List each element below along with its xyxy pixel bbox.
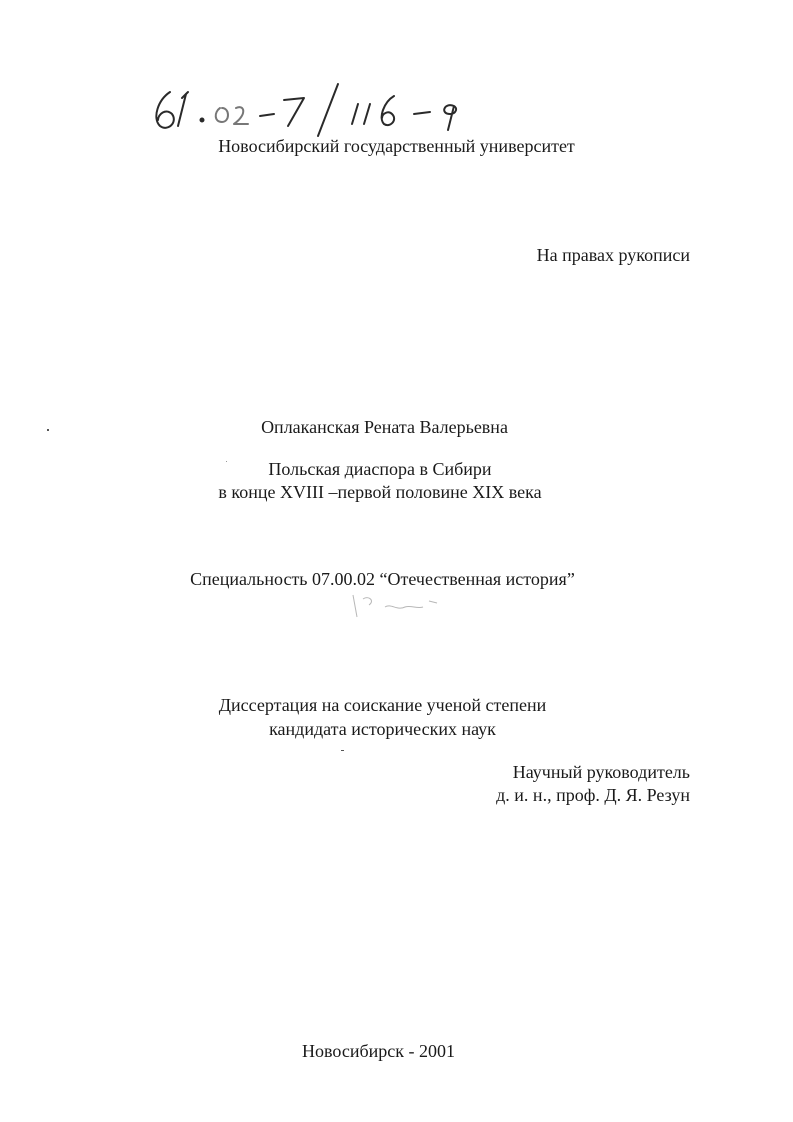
author-name: Оплаканская Рената Валерьевна <box>261 417 508 437</box>
scan-speck <box>226 461 227 462</box>
city-and-year: Новосибирск - 2001 <box>302 1041 455 1061</box>
scan-speck <box>341 750 344 751</box>
university-name: Новосибирский государственный университет <box>218 136 575 156</box>
scan-speck <box>47 429 49 431</box>
faint-stamp-mark <box>345 585 465 625</box>
dissertation-purpose-line-2: кандидата исторических наук <box>269 719 496 739</box>
dissertation-title-line-1: Польская диаспора в Сибири <box>268 459 492 479</box>
manuscript-rights-label: На правах рукописи <box>536 245 690 265</box>
dissertation-purpose-line-1: Диссертация на соискание ученой степени <box>218 695 547 715</box>
handwritten-catalog-mark <box>148 78 548 138</box>
specialty-line: Специальность 07.00.02 “Отечественная история” <box>190 569 575 589</box>
dissertation-title-line-2: в конце XVIII –первой половине XIX века <box>218 482 542 502</box>
scientific-advisor-name: д. и. н., проф. Д. Я. Резун <box>496 785 690 805</box>
scientific-advisor-label: Научный руководитель <box>512 762 690 782</box>
